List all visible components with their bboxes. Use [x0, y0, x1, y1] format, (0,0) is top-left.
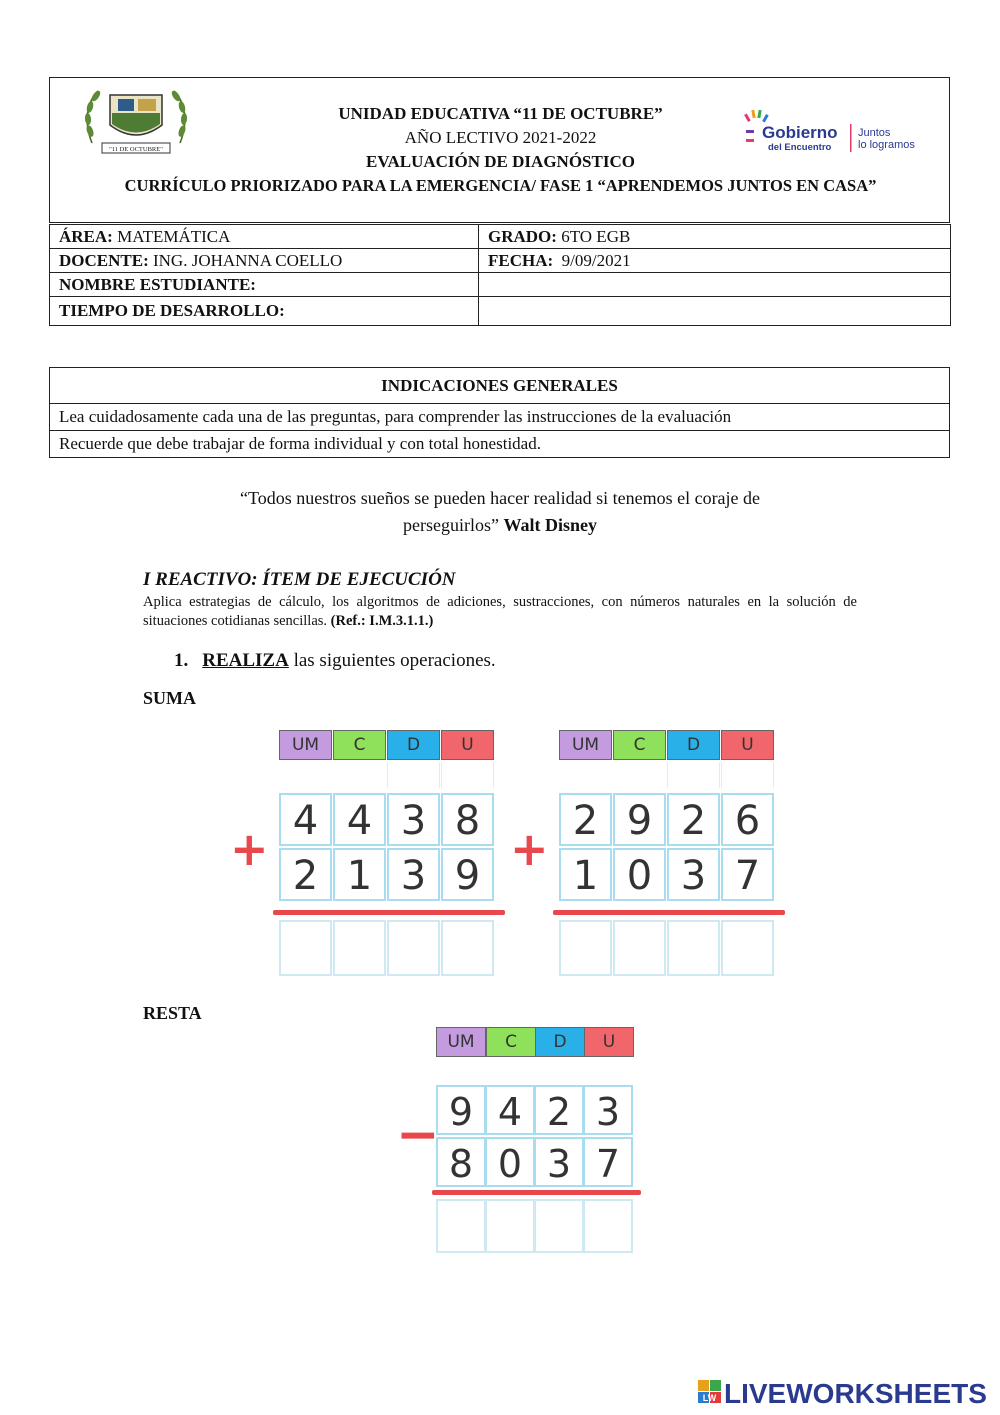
indicacion-item: Lea cuidadosamente cada una de las preguntas, para comprender las instrucciones de la evaluación: [50, 404, 950, 431]
government-logo: [744, 106, 934, 156]
indicaciones-table: [49, 367, 950, 458]
nombre-input-cell[interactable]: [479, 273, 951, 297]
question-1: 1. REALIZA las siguientes operaciones.: [174, 650, 496, 671]
quote-line2: perseguirlos” Walt Disney: [403, 515, 597, 535]
answer-cell[interactable]: [534, 1199, 584, 1253]
digit-cell: 3: [534, 1137, 584, 1187]
header-d: D: [387, 730, 440, 760]
answer-cell[interactable]: [485, 1199, 535, 1253]
tiempo-label-cell: TIEMPO DE DESARROLLO:: [50, 297, 479, 326]
docente-cell: DOCENTE: ING. JOHANNA COELLO: [50, 249, 479, 273]
area-cell: ÁREA: MATEMÁTICA: [50, 225, 479, 249]
question-1-verb: REALIZA: [202, 650, 289, 671]
school-seal-logo: [82, 83, 190, 161]
digit-cell: 2: [279, 848, 332, 901]
liveworksheets-text: LIVEWORKSHEETS: [724, 1378, 987, 1409]
result-line: [273, 910, 505, 915]
digit-cell: 9: [436, 1085, 486, 1135]
digit-cell: 7: [583, 1137, 633, 1187]
result-line: [553, 910, 785, 915]
seal-caption: "11 DE OCTUBRE": [109, 146, 163, 153]
header-um: UM: [559, 730, 612, 760]
gov-logo-slogan2: lo logramos: [858, 139, 915, 151]
school-name: UNIDAD EDUCATIVA “11 DE OCTUBRE”: [338, 104, 663, 123]
header-d: D: [535, 1027, 585, 1057]
digit-cell: 3: [387, 793, 440, 846]
header-d: D: [667, 730, 720, 760]
reactivo-ref: (Ref.: I.M.3.1.1.): [330, 613, 434, 629]
answer-cell[interactable]: [667, 920, 720, 976]
digit-cell: 2: [559, 793, 612, 846]
gov-logo-line2: del Encuentro: [768, 142, 832, 153]
header-um: UM: [279, 730, 332, 760]
digit-cell: 9: [441, 848, 494, 901]
digit-cell: 8: [441, 793, 494, 846]
digit-cell: 1: [559, 848, 612, 901]
fecha-cell: FECHA: 9/09/2021: [479, 249, 951, 273]
answer-cell[interactable]: [559, 920, 612, 976]
digit-cell: 6: [721, 793, 774, 846]
reactivo-description: Aplica estrategias de cálculo, los algoritmos de adiciones, sustracciones, con números naturales en la solución de situaciones cotidianas sencillas. (Ref.: I.M.3.1.1.): [143, 594, 857, 629]
evaluation-title: EVALUACIÓN DE DIAGNÓSTICO: [366, 152, 635, 171]
digit-cell: 3: [387, 848, 440, 901]
nombre-label-cell: NOMBRE ESTUDIANTE:: [50, 273, 479, 297]
digit-cell: 4: [333, 793, 386, 846]
answer-cell[interactable]: [441, 920, 494, 976]
digit-cell: 1: [333, 848, 386, 901]
digit-cell: 2: [534, 1085, 584, 1135]
quote-line1: “Todos nuestros sueños se pueden hacer realidad si tenemos el coraje de: [239, 488, 761, 508]
digit-cell: 3: [667, 848, 720, 901]
answer-cell[interactable]: [387, 920, 440, 976]
answer-cell[interactable]: [613, 920, 666, 976]
gov-logo-slogan1: Juntos: [858, 127, 891, 139]
digit-cell: 8: [436, 1137, 486, 1187]
quote: [0, 485, 1000, 539]
digit-cell: 0: [485, 1137, 535, 1187]
suma-section-title: SUMA: [143, 688, 196, 708]
indicacion-item: Recuerde que debe trabajar de forma individual y con total honestidad.: [50, 431, 950, 458]
digit-cell: 4: [485, 1085, 535, 1135]
student-info-table: [49, 224, 951, 326]
answer-cell[interactable]: [583, 1199, 633, 1253]
indicaciones-title: INDICACIONES GENERALES: [50, 368, 950, 404]
header-u: U: [441, 730, 494, 760]
digit-cell: 0: [613, 848, 666, 901]
school-year: AÑO LECTIVO 2021-2022: [404, 128, 597, 147]
resta-operation-1: [386, 1027, 646, 1287]
gov-logo-line1: Gobierno: [762, 123, 838, 142]
quote-author: Walt Disney: [503, 515, 597, 535]
header-c: C: [486, 1027, 536, 1057]
suma-operation-1: [228, 730, 488, 990]
header-c: C: [613, 730, 666, 760]
digit-cell: 3: [583, 1085, 633, 1135]
plus-sign: +: [510, 822, 549, 876]
liveworksheets-badge: LW: [702, 1393, 717, 1403]
suma-operation-2: [508, 730, 768, 990]
liveworksheets-logo: [697, 1374, 997, 1410]
digit-cell: 9: [613, 793, 666, 846]
minus-sign: −: [396, 1105, 440, 1165]
grado-cell: GRADO: 6TO EGB: [479, 225, 951, 249]
digit-cell: 4: [279, 793, 332, 846]
plus-sign: +: [230, 822, 269, 876]
resta-section-title: RESTA: [143, 1003, 202, 1023]
answer-cell[interactable]: [436, 1199, 486, 1253]
answer-cell[interactable]: [333, 920, 386, 976]
header-u: U: [721, 730, 774, 760]
reactivo-title: I REACTIVO: ÍTEM DE EJECUCIÓN: [143, 569, 456, 590]
digit-cell: 7: [721, 848, 774, 901]
tiempo-input-cell[interactable]: [479, 297, 951, 326]
header-um: UM: [436, 1027, 486, 1057]
answer-cell[interactable]: [721, 920, 774, 976]
curriculum-title: CURRÍCULO PRIORIZADO PARA LA EMERGENCIA/ FASE 1 “APRENDEMOS JUNTOS EN CASA”: [124, 176, 877, 195]
digit-cell: 2: [667, 793, 720, 846]
answer-cell[interactable]: [279, 920, 332, 976]
header-c: C: [333, 730, 386, 760]
result-line: [432, 1190, 641, 1195]
header-u: U: [584, 1027, 634, 1057]
